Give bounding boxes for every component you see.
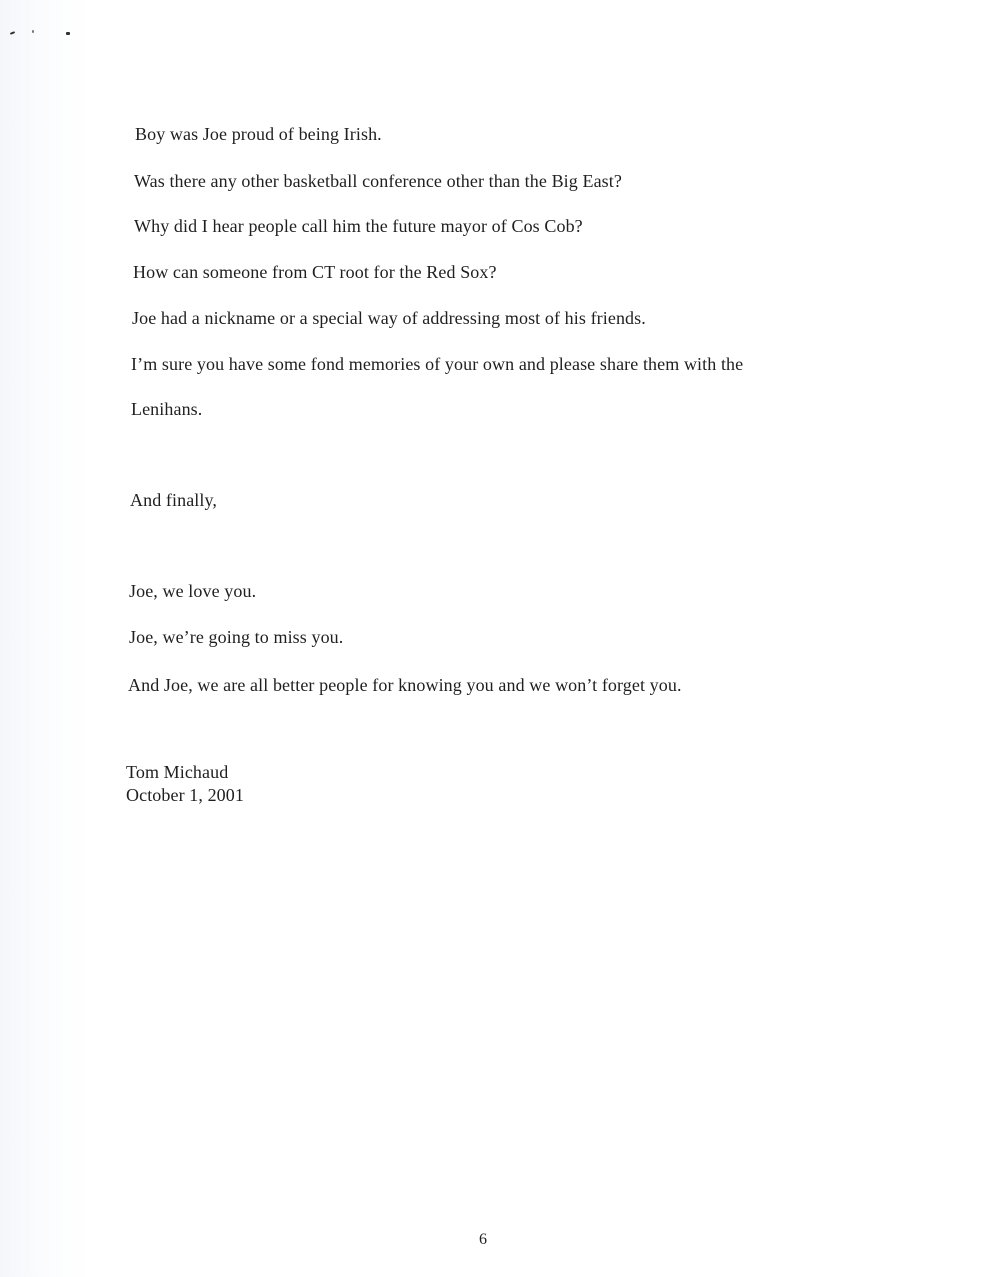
text-line-nickname: Joe had a nickname or a special way of addressing most of his friends. bbox=[132, 308, 646, 328]
scan-artifact-marks bbox=[8, 26, 88, 38]
scan-mark bbox=[66, 32, 70, 35]
text-line-better-people: And Joe, we are all better people for knowing you and we won’t forget you. bbox=[128, 675, 682, 695]
text-line-miss-you: Joe, we’re going to miss you. bbox=[129, 627, 344, 647]
page-number: 6 bbox=[479, 1231, 487, 1248]
text-line-and-finally: And finally, bbox=[130, 490, 218, 510]
text-line-red-sox: How can someone from CT root for the Red Sox? bbox=[133, 262, 497, 282]
signature-name: Tom Michaud bbox=[126, 762, 229, 782]
scan-mark bbox=[10, 31, 15, 35]
text-line-big-east: Was there any other basketball conference other than the Big East? bbox=[134, 171, 622, 191]
signature-date: October 1, 2001 bbox=[126, 785, 244, 805]
text-line-memories: I’m sure you have some fond memories of your own and please share them with the bbox=[131, 354, 744, 374]
text-line-irish: Boy was Joe proud of being Irish. bbox=[135, 124, 382, 144]
text-line-lenihans: Lenihans. bbox=[131, 399, 203, 419]
text-line-love-you: Joe, we love you. bbox=[129, 581, 257, 601]
text-line-mayor: Why did I hear people call him the future mayor of Cos Cob? bbox=[134, 216, 583, 236]
scan-mark bbox=[32, 30, 34, 33]
